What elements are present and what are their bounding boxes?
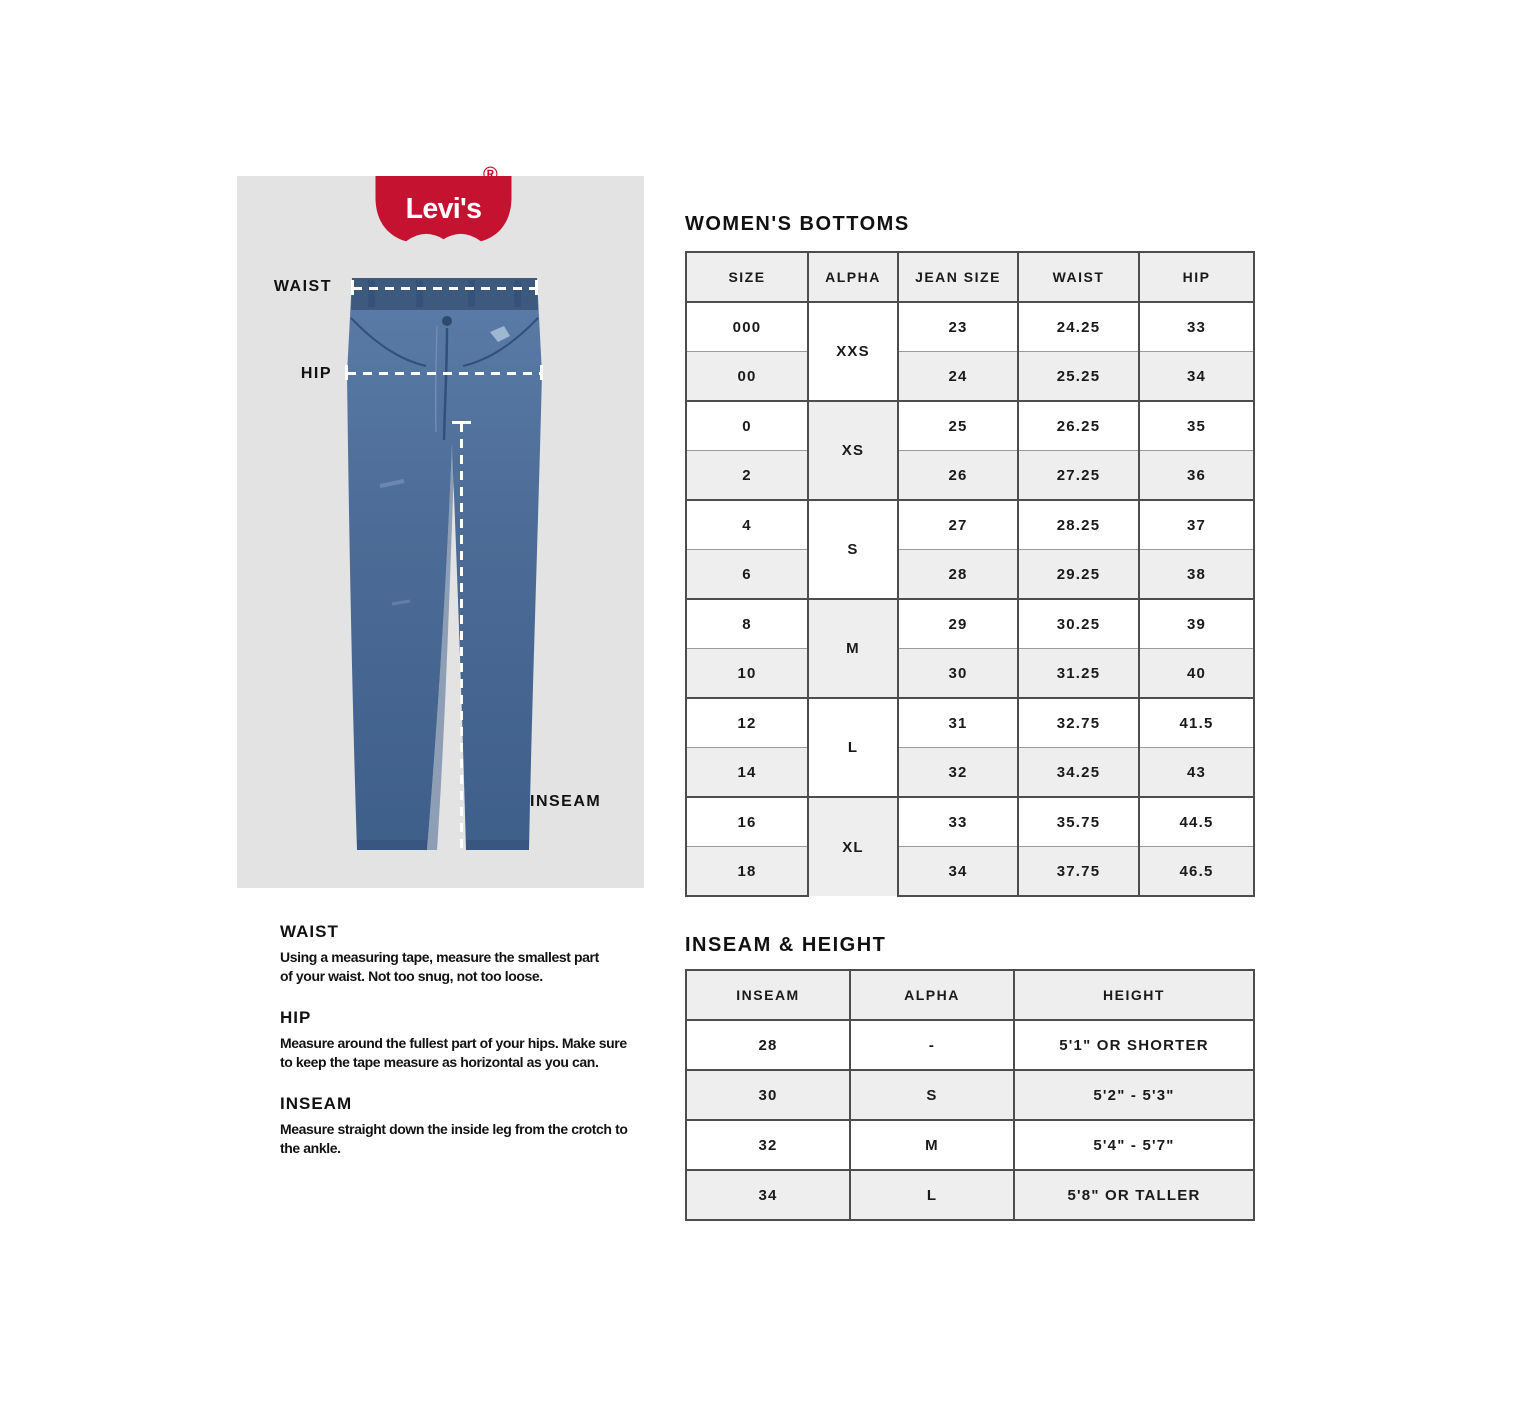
hip-cell: 39 xyxy=(1139,599,1254,649)
hip-line-tick xyxy=(540,365,543,380)
column-header-alpha: ALPHA xyxy=(808,252,898,302)
size-cell: 18 xyxy=(686,847,808,897)
size-cell: 14 xyxy=(686,748,808,798)
waist-cell: 31.25 xyxy=(1018,649,1139,699)
jean-size-cell: 34 xyxy=(898,847,1018,897)
hip-diagram-label: HIP xyxy=(300,365,332,382)
jeans-illustration xyxy=(340,274,550,869)
waist-cell: 25.25 xyxy=(1018,352,1139,402)
jean-size-cell: 29 xyxy=(898,599,1018,649)
belt-loop xyxy=(416,280,423,307)
table-row xyxy=(686,451,1254,501)
jean-size-cell: 27 xyxy=(898,500,1018,550)
jean-size-cell: 31 xyxy=(898,698,1018,748)
table-row xyxy=(686,352,1254,402)
size-cell: 0 xyxy=(686,401,808,451)
header-row xyxy=(686,252,1254,302)
jean-size-cell: 23 xyxy=(898,302,1018,352)
alpha-cell: L xyxy=(808,698,898,797)
guide-heading-inseam: INSEAM xyxy=(280,1094,353,1113)
registered-trademark-icon: ® xyxy=(483,164,498,186)
table-row xyxy=(686,1020,1254,1070)
hip-cell: 43 xyxy=(1139,748,1254,798)
guide-heading-hip: HIP xyxy=(280,1008,312,1027)
waist-line-tick xyxy=(351,280,354,295)
waist-measure-line xyxy=(353,287,537,290)
column-header-size: SIZE xyxy=(686,252,808,302)
size-cell: 10 xyxy=(686,649,808,699)
table-row xyxy=(686,698,1254,748)
right-hem xyxy=(466,840,529,850)
hip-cell: 34 xyxy=(1139,352,1254,402)
belt-loop xyxy=(368,280,375,307)
measuring-guide xyxy=(280,922,680,1180)
jean-size-cell: 32 xyxy=(898,748,1018,798)
inseam-height-title: INSEAM & HEIGHT xyxy=(685,934,887,956)
inseam-height-table xyxy=(685,969,1255,1221)
waist-cell: 27.25 xyxy=(1018,451,1139,501)
waist-cell: 34.25 xyxy=(1018,748,1139,798)
size-tables-column xyxy=(685,212,1253,1221)
size-cell: 16 xyxy=(686,797,808,847)
alpha-cell: XS xyxy=(808,401,898,500)
alpha-cell: S xyxy=(850,1070,1014,1120)
waist-diagram-label: WAIST xyxy=(273,278,332,295)
waist-cell: 32.75 xyxy=(1018,698,1139,748)
jeans-waistband xyxy=(351,278,538,310)
hip-cell: 35 xyxy=(1139,401,1254,451)
alpha-cell: L xyxy=(850,1170,1014,1220)
height-cell: 5'1" OR SHORTER xyxy=(1014,1020,1254,1070)
column-header-height: HEIGHT xyxy=(1014,970,1254,1020)
size-cell: 8 xyxy=(686,599,808,649)
table-row xyxy=(686,1170,1254,1220)
waist-cell: 29.25 xyxy=(1018,550,1139,600)
jean-size-cell: 25 xyxy=(898,401,1018,451)
waist-cell: 28.25 xyxy=(1018,500,1139,550)
guide-section-inseam xyxy=(280,1094,680,1158)
womens-bottoms-table xyxy=(685,251,1255,897)
header-row xyxy=(686,970,1254,1020)
table-row xyxy=(686,649,1254,699)
hip-cell: 46.5 xyxy=(1139,847,1254,897)
table-row xyxy=(686,748,1254,798)
belt-loop xyxy=(514,280,521,307)
size-cell: 12 xyxy=(686,698,808,748)
size-cell: 2 xyxy=(686,451,808,501)
jean-size-cell: 28 xyxy=(898,550,1018,600)
inseam-measure-line xyxy=(460,423,463,851)
jeans-body xyxy=(347,278,542,850)
table-row xyxy=(686,500,1254,550)
jean-size-cell: 30 xyxy=(898,649,1018,699)
hip-cell: 33 xyxy=(1139,302,1254,352)
guide-body-line: Using a measuring tape, measure the smallest part xyxy=(280,949,599,965)
jean-size-cell: 26 xyxy=(898,451,1018,501)
inseam-diagram-label: INSEAM xyxy=(530,793,602,810)
waist-cell: 37.75 xyxy=(1018,847,1139,897)
height-cell: 5'4" - 5'7" xyxy=(1014,1120,1254,1170)
illustration-panel xyxy=(237,164,644,888)
height-cell: 5'2" - 5'3" xyxy=(1014,1070,1254,1120)
left-hem xyxy=(357,840,427,850)
column-header-inseam: INSEAM xyxy=(686,970,850,1020)
waist-cell: 26.25 xyxy=(1018,401,1139,451)
alpha-cell: M xyxy=(808,599,898,698)
womens-bottoms-title: WOMEN'S BOTTOMS xyxy=(685,213,910,235)
alpha-cell: XL xyxy=(808,797,898,896)
table-row xyxy=(686,401,1254,451)
inseam-cell: 28 xyxy=(686,1020,850,1070)
size-cell: 4 xyxy=(686,500,808,550)
guide-heading-waist: WAIST xyxy=(280,922,339,941)
guide-body-line: Measure around the fullest part of your hips. Make sure xyxy=(280,1035,627,1051)
jean-size-cell: 24 xyxy=(898,352,1018,402)
guide-section-hip xyxy=(280,1008,680,1072)
jeans-button xyxy=(442,316,452,326)
table-row xyxy=(686,1120,1254,1170)
belt-loop xyxy=(468,280,475,307)
hip-cell: 37 xyxy=(1139,500,1254,550)
waist-cell: 35.75 xyxy=(1018,797,1139,847)
size-cell: 00 xyxy=(686,352,808,402)
waist-cell: 30.25 xyxy=(1018,599,1139,649)
column-header-alpha: ALPHA xyxy=(850,970,1014,1020)
inseam-cell: 34 xyxy=(686,1170,850,1220)
inseam-cell: 32 xyxy=(686,1120,850,1170)
alpha-cell: M xyxy=(850,1120,1014,1170)
guide-body-line: to keep the tape measure as horizontal as you can. xyxy=(280,1054,599,1070)
size-cell: 6 xyxy=(686,550,808,600)
hip-cell: 36 xyxy=(1139,451,1254,501)
hip-line-tick xyxy=(345,365,348,380)
table-row xyxy=(686,1070,1254,1120)
guide-body-line: the ankle. xyxy=(280,1140,341,1156)
column-header-jean-size: JEAN SIZE xyxy=(898,252,1018,302)
height-cell: 5'8" OR TALLER xyxy=(1014,1170,1254,1220)
guide-body-line: of your waist. Not too snug, not too loose. xyxy=(280,968,543,984)
hip-cell: 44.5 xyxy=(1139,797,1254,847)
alpha-cell: - xyxy=(850,1020,1014,1070)
table-row xyxy=(686,599,1254,649)
column-header-waist: WAIST xyxy=(1018,252,1139,302)
hip-measure-line xyxy=(347,372,542,375)
logo-wordmark: Levi's xyxy=(405,193,482,226)
alpha-cell: XXS xyxy=(808,302,898,401)
inseam-line-tick xyxy=(452,421,471,424)
guide-body-line: Measure straight down the inside leg from the crotch to xyxy=(280,1121,628,1137)
waist-cell: 24.25 xyxy=(1018,302,1139,352)
alpha-cell: S xyxy=(808,500,898,599)
table-row xyxy=(686,797,1254,847)
hip-cell: 38 xyxy=(1139,550,1254,600)
hip-cell: 41.5 xyxy=(1139,698,1254,748)
jean-size-cell: 33 xyxy=(898,797,1018,847)
column-header-hip: HIP xyxy=(1139,252,1254,302)
table-row xyxy=(686,847,1254,897)
table-row xyxy=(686,302,1254,352)
inseam-cell: 30 xyxy=(686,1070,850,1120)
size-cell: 000 xyxy=(686,302,808,352)
waist-line-tick xyxy=(535,280,538,295)
table-row xyxy=(686,550,1254,600)
guide-section-waist xyxy=(280,922,680,986)
hip-cell: 40 xyxy=(1139,649,1254,699)
